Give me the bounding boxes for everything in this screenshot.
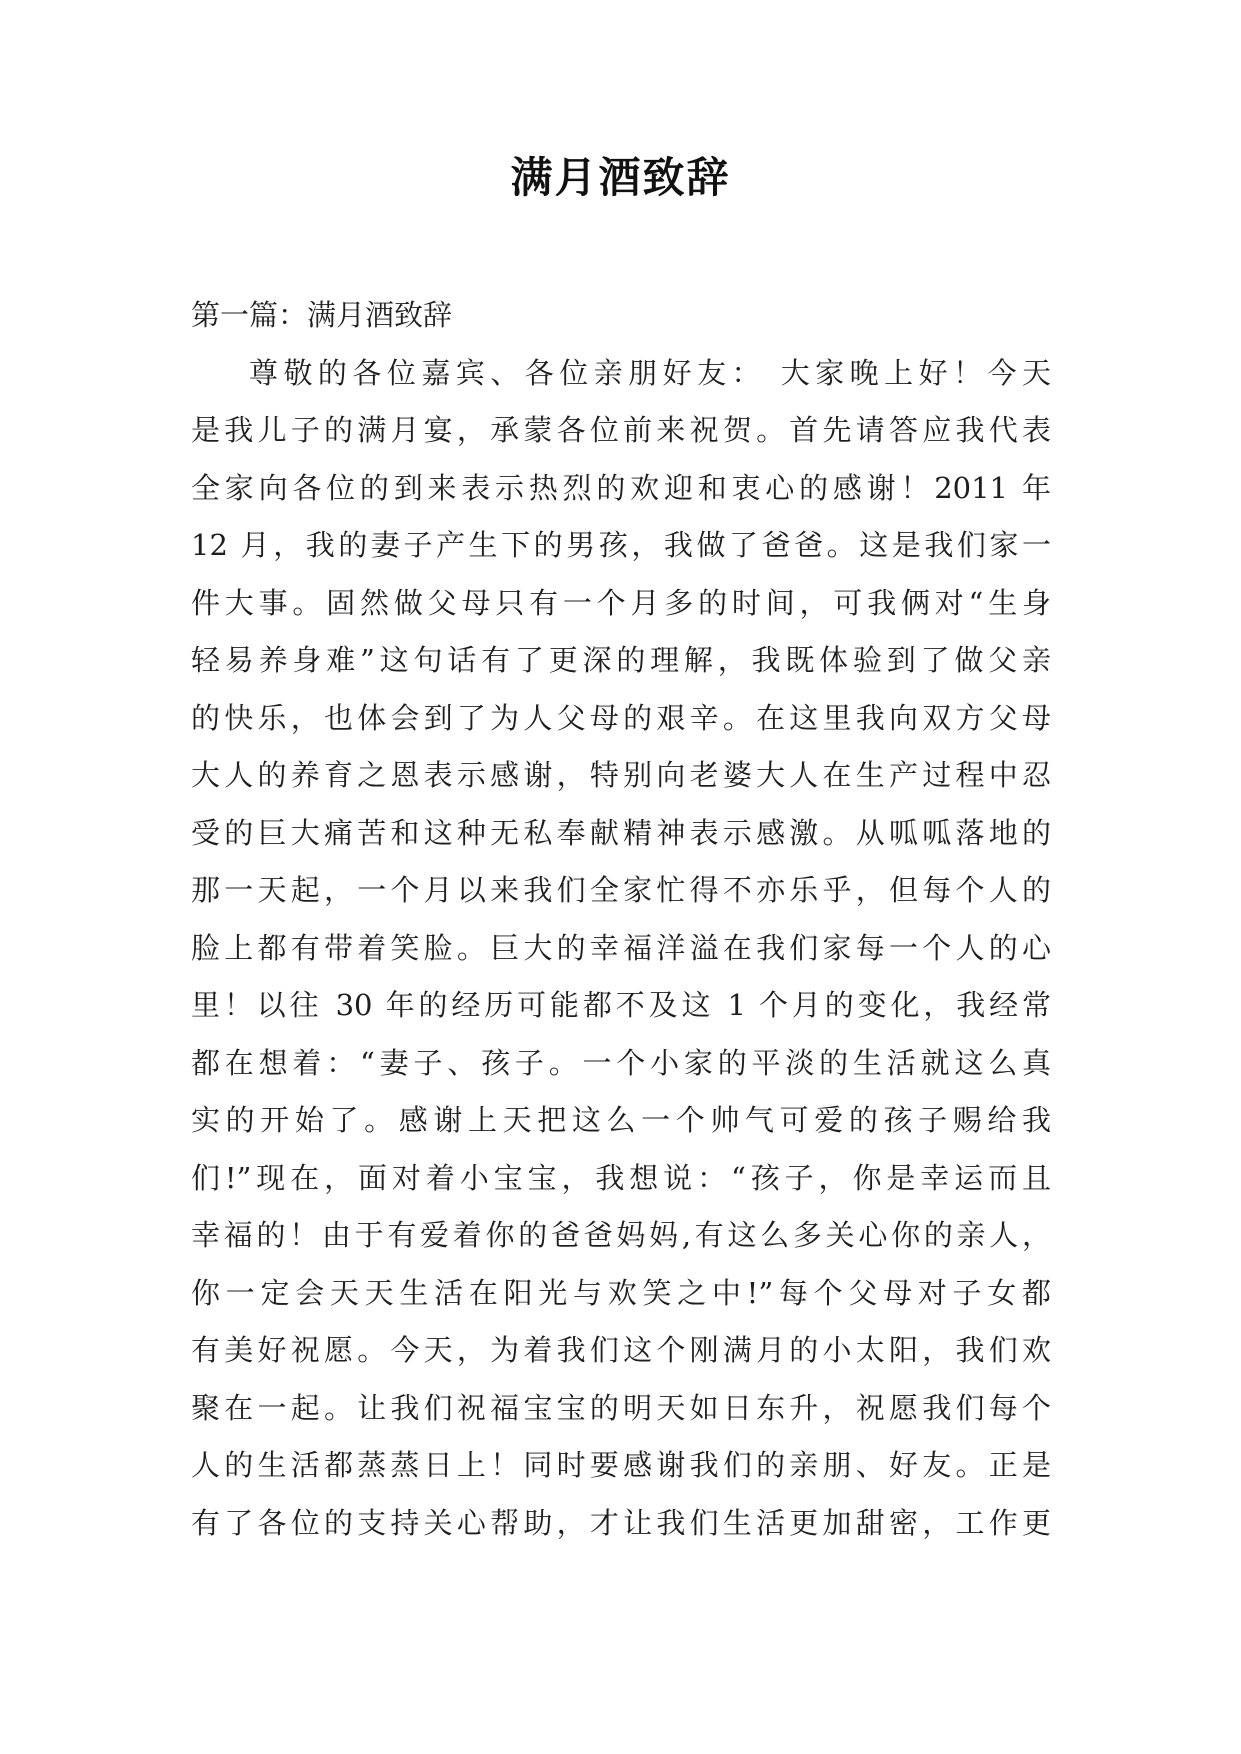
document-body xyxy=(191,287,1051,1552)
paragraph-line: 有美好祝愿。今天，为着我们这个刚满月的小太阳，我们欢 xyxy=(191,1333,1051,1367)
paragraph-line: 实的开始了。感谢上天把这么一个帅气可爱的孩子赐给我 xyxy=(191,1103,1051,1137)
paragraph-line: 全家向各位的到来表示热烈的欢迎和衷心的感谢！2011 年 xyxy=(191,470,1051,505)
paragraph-line: 们!”现在，面对着小宝宝，我想说：“孩子，你是幸运而且 xyxy=(191,1160,1051,1195)
paragraph-line: 你一定会天天生活在阳光与欢笑之中!”每个父母对子女都 xyxy=(191,1275,1051,1310)
paragraph-line: 幸福的！由于有爱着你的爸爸妈妈,有这么多关心你的亲人， xyxy=(191,1218,1051,1252)
section-heading: 第一篇：满月酒致辞 xyxy=(191,298,453,332)
document-title: 满月酒致辞 xyxy=(510,153,731,202)
paragraph-line: 12 月，我的妻子产生下的男孩，我做了爸爸。这是我们家一 xyxy=(191,528,1051,562)
paragraph-line: 轻易养身难”这句话有了更深的理解，我既体验到了做父亲 xyxy=(191,643,1051,677)
paragraph-line: 里！以往 30 年的经历可能都不及这 1 个月的变化，我经常 xyxy=(191,988,1051,1022)
paragraph-line: 有了各位的支持关心帮助，才让我们生活更加甜密，工作更 xyxy=(191,1505,1051,1540)
paragraph-line: 人的生活都蒸蒸日上！同时要感谢我们的亲朋、好友。正是 xyxy=(191,1448,1051,1482)
paragraph-line: 的快乐，也体会到了为人父母的艰辛。在这里我向双方父母 xyxy=(191,700,1051,735)
paragraph-line: 受的巨大痛苦和这种无私奉献精神表示感激。从呱呱落地的 xyxy=(191,815,1051,850)
paragraph-line: 聚在一起。让我们祝福宝宝的明天如日东升，祝愿我们每个 xyxy=(191,1390,1051,1425)
paragraph-line: 是我儿子的满月宴，承蒙各位前来祝贺。首先请答应我代表 xyxy=(191,413,1051,447)
paragraph-line: 大人的养育之恩表示感谢，特别向老婆大人在生产过程中忍 xyxy=(191,758,1051,792)
paragraph-line: 件大事。固然做父母只有一个月多的时间，可我俩对“生身 xyxy=(191,585,1051,620)
paragraph-line: 都在想着：“妻子、孩子。一个小家的平淡的生活就这么真 xyxy=(191,1045,1051,1080)
paragraph-line: 脸上都有带着笑脸。巨大的幸福洋溢在我们家每一个人的心 xyxy=(191,930,1051,965)
paragraph-line: 尊敬的各位嘉宾、各位亲朋好友： 大家晚上好！今天 xyxy=(249,355,1051,390)
paragraph-line: 那一天起，一个月以来我们全家忙得不亦乐乎，但每个人的 xyxy=(191,873,1051,907)
